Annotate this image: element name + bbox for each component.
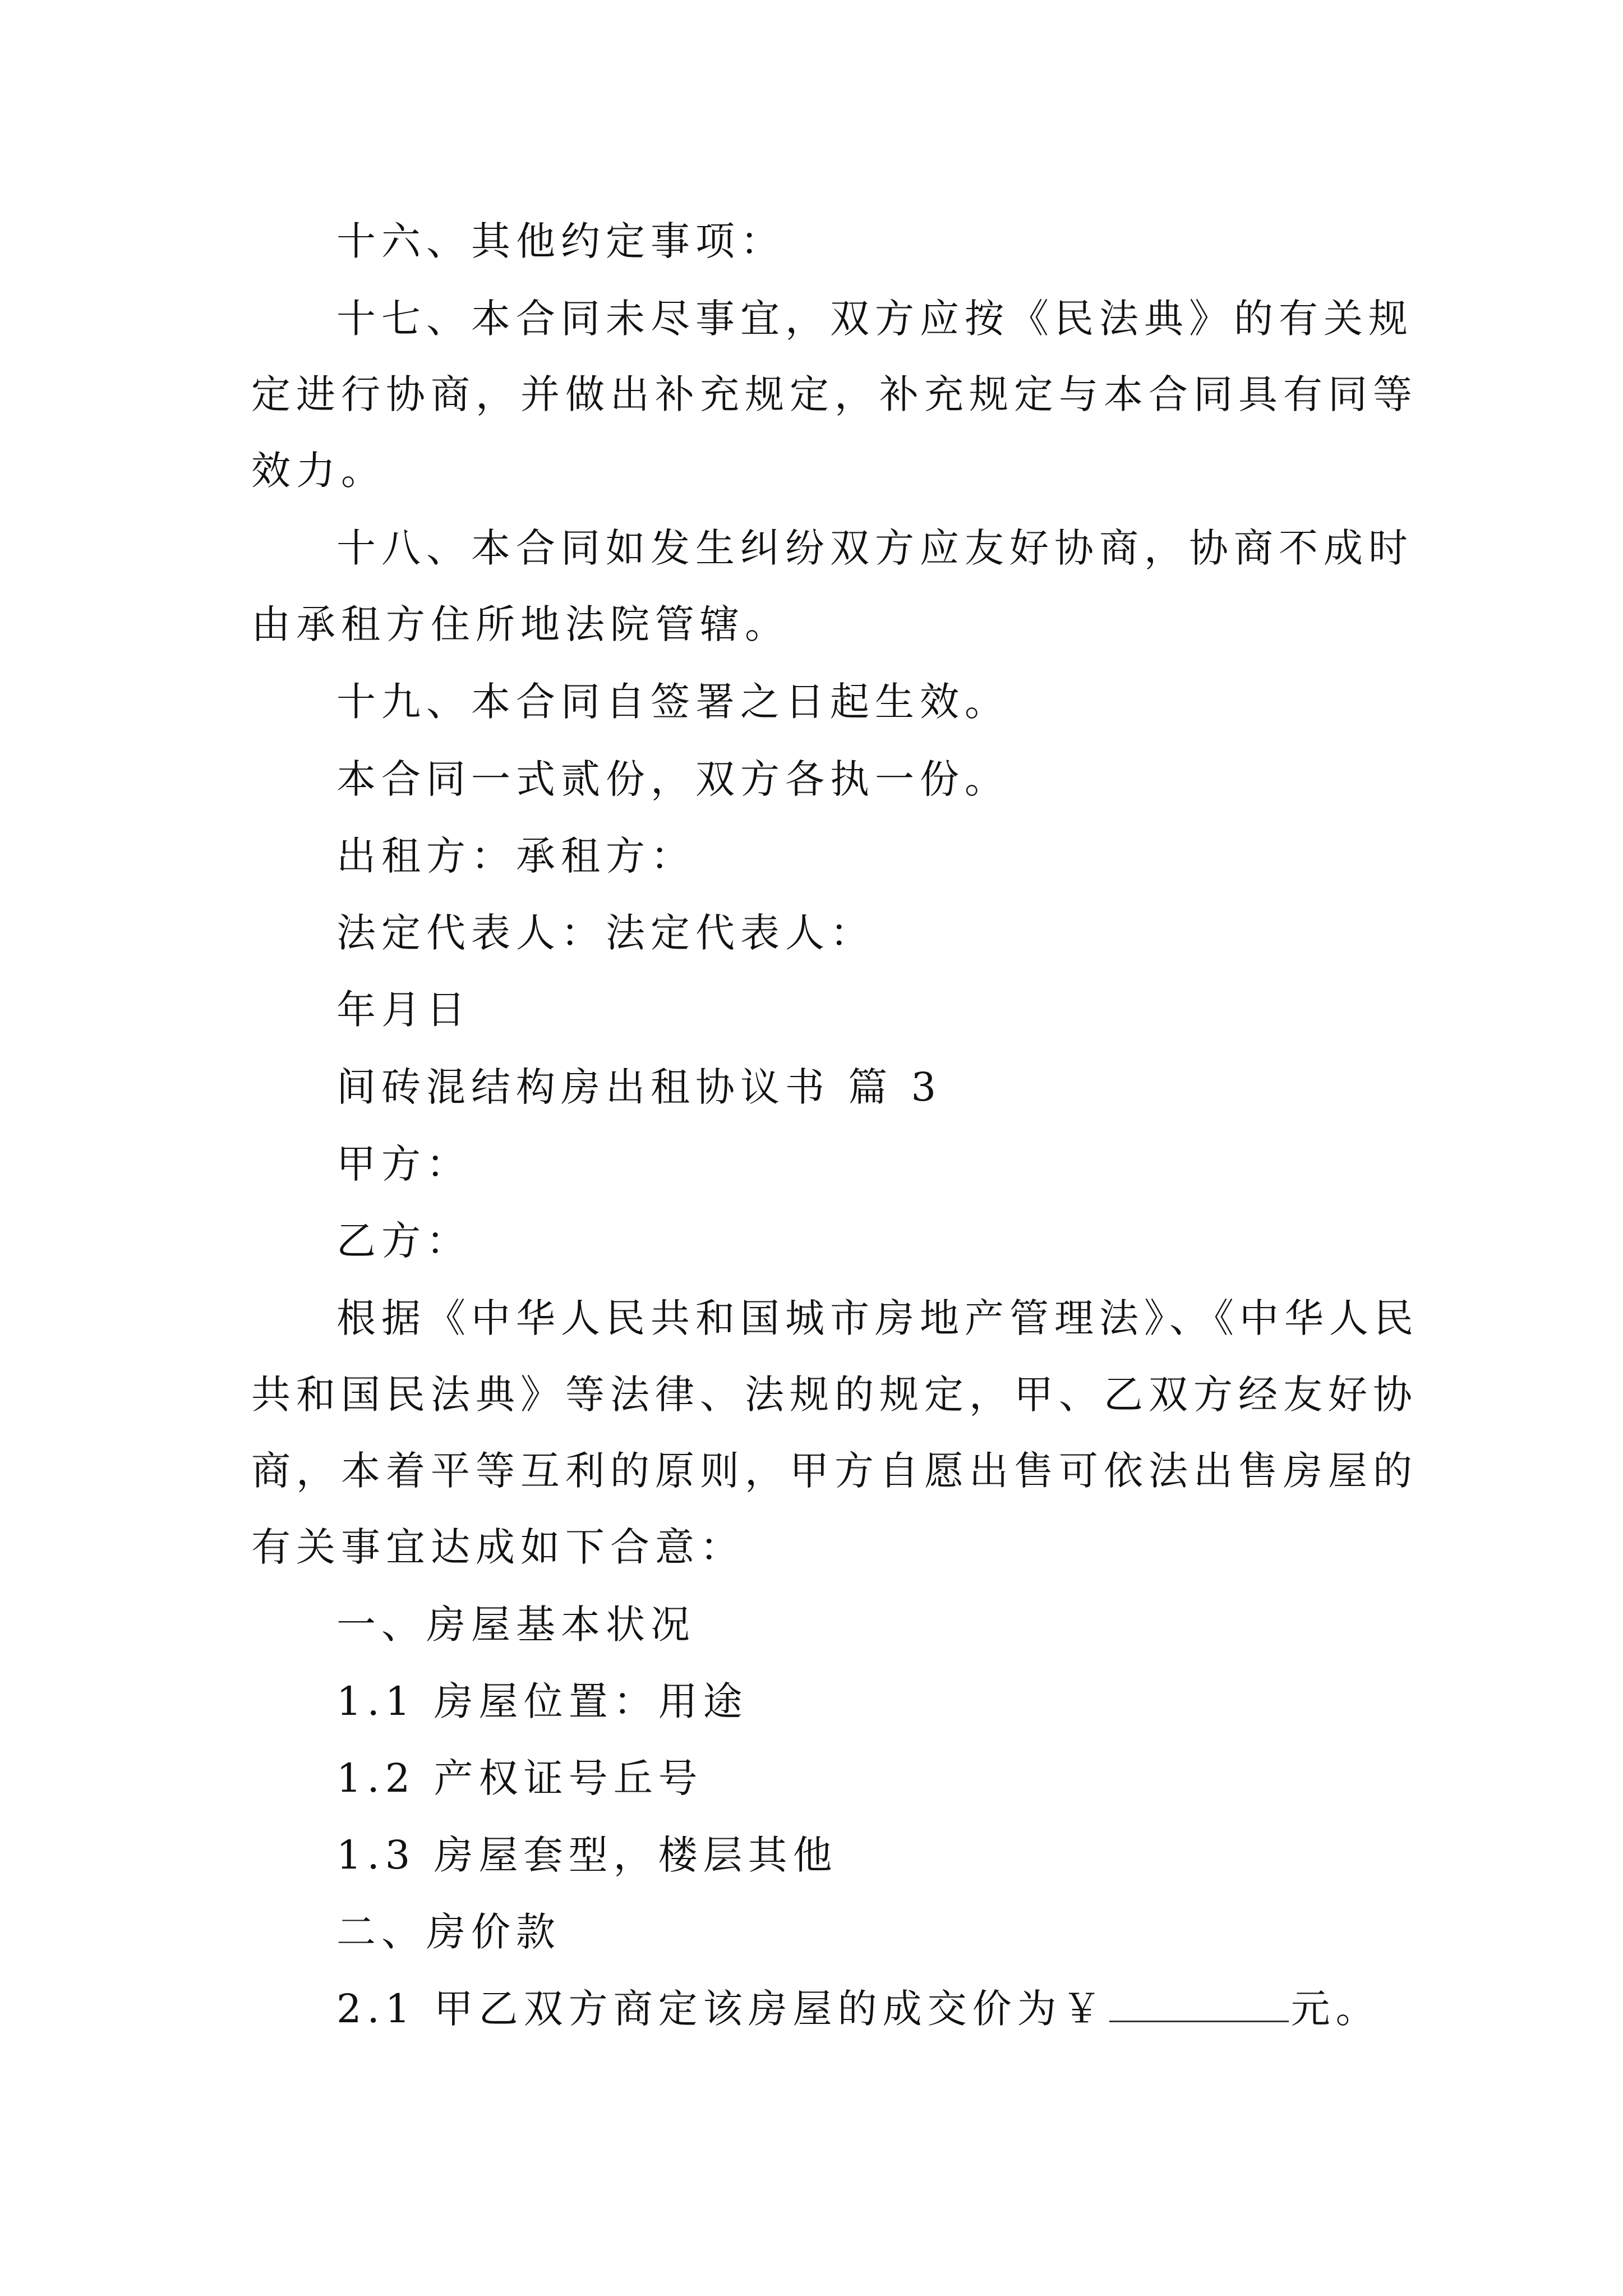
article-1-heading: 一、房屋基本状况 <box>336 1602 695 1648</box>
clause-19: 十九、本合同自签署之日起生效。 <box>336 679 1009 725</box>
signature-date: 年月日 <box>336 987 471 1033</box>
item-1-1: 1.1 房屋位置：用途 <box>336 1678 748 1724</box>
clause-18-line-1: 十八、本合同如发生纠纷双方应友好协商，协商不成时 <box>336 525 1413 571</box>
item-1-2: 1.2 产权证号丘号 <box>336 1755 703 1801</box>
parties-signature: 出租方：承租方： <box>336 833 695 879</box>
price-suffix: 元。 <box>1290 1986 1381 2032</box>
clause-17-line-2: 定进行协商，并做出补充规定，补充规定与本合同具有同等 <box>251 371 1418 417</box>
party-a: 甲方： <box>336 1141 471 1187</box>
clause-17-line-3: 效力。 <box>251 448 386 494</box>
clause-16: 十六、其他约定事项： <box>336 218 785 264</box>
preamble-line-4: 有关事宜达成如下合意： <box>251 1524 745 1570</box>
price-prefix: 2.1 甲乙双方商定该房屋的成交价为￥ <box>336 1986 1107 2032</box>
section-heading: 间砖混结构房出租协议书 篇 3 <box>336 1064 942 1110</box>
clause-17-line-1: 十七、本合同未尽事宜，双方应按《民法典》的有关规 <box>336 296 1413 342</box>
preamble-line-2: 共和国民法典》等法律、法规的规定，甲、乙双方经友好协 <box>251 1372 1418 1418</box>
party-b: 乙方： <box>336 1218 471 1264</box>
preamble-line-1: 根据《中华人民共和国城市房地产管理法》、《中华人民 <box>336 1295 1419 1341</box>
item-2-1 <box>336 1982 1381 2036</box>
price-blank <box>1109 1987 1289 2022</box>
item-1-3: 1.3 房屋套型，楼层其他 <box>336 1832 838 1878</box>
preamble-line-3: 商，本着平等互利的原则，甲方自愿出售可依法出售房屋的 <box>251 1448 1418 1494</box>
clause-18-line-2: 由承租方住所地法院管辖。 <box>251 601 790 647</box>
article-2-heading: 二、房价款 <box>336 1909 561 1955</box>
legal-representatives: 法定代表人：法定代表人： <box>336 910 875 956</box>
copies-statement: 本合同一式贰份，双方各执一份。 <box>336 756 1009 802</box>
